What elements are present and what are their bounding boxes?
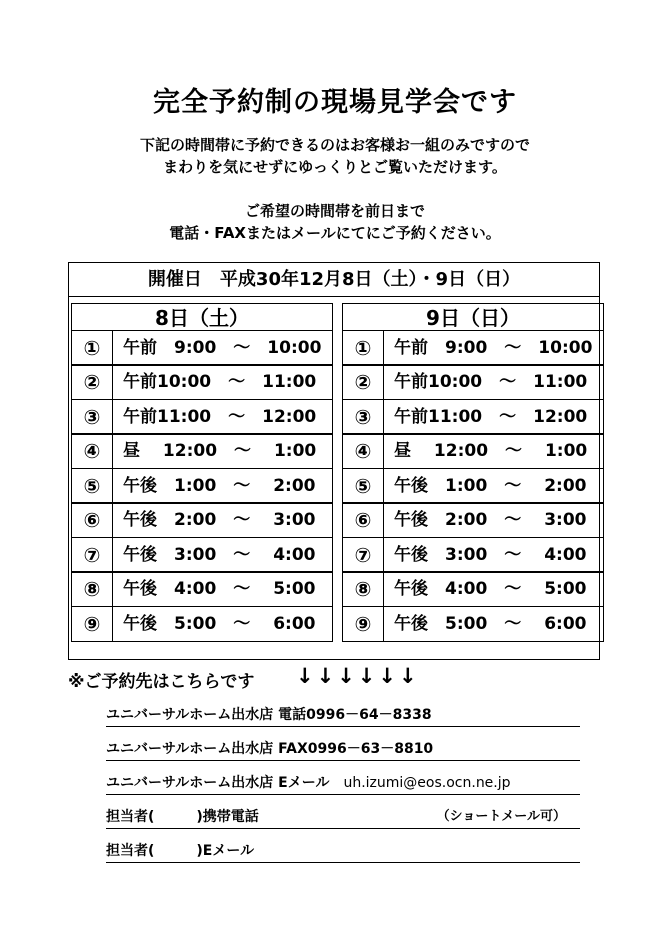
contact-email-line: 担当者( )Eメール — [106, 840, 580, 863]
intro-line-3: ご希望の時間帯を前日まで — [244, 202, 425, 220]
slot-number: ⑦ — [72, 538, 113, 572]
time-slot-row — [342, 433, 604, 469]
slot-time: 午後 3:00 ～ 4:00 — [123, 544, 316, 565]
intro-line-4: 電話・FAXまたはメールにてにご予約ください。 — [169, 224, 501, 242]
slot-time: 午後 1:00 ～ 2:00 — [394, 475, 587, 496]
time-slot-row — [71, 433, 333, 469]
reservation-heading: ※ご予約先はこちらです — [68, 672, 255, 692]
contact-mobile-line — [106, 806, 580, 829]
slot-time: 昼 12:00 ～ 1:00 — [394, 441, 588, 461]
slot-number: ⑥ — [343, 503, 384, 537]
contact-mobile-label: 担当者( )携帯電話 — [106, 809, 259, 825]
time-slot-row — [342, 537, 604, 573]
day-header: 8日（土） — [71, 303, 333, 331]
time-slot-row — [71, 571, 333, 607]
time-slot-row — [71, 399, 333, 435]
slot-number: ⑤ — [72, 469, 113, 503]
page-title: 完全予約制の現場見学会です — [153, 87, 517, 118]
slot-number: ⑦ — [343, 538, 384, 572]
slot-time: 午後 2:00 ～ 3:00 — [394, 510, 587, 530]
slot-number: ④ — [72, 434, 113, 468]
time-slot-row — [71, 468, 333, 504]
time-slot-row — [342, 364, 604, 400]
slot-number: ① — [72, 331, 113, 365]
slot-time: 午後 4:00 ～ 5:00 — [394, 579, 587, 599]
slot-number: ① — [343, 331, 384, 365]
down-arrows-icon: ↓↓↓↓↓↓ — [296, 664, 420, 688]
time-slot-row — [71, 606, 333, 642]
time-slot-row — [342, 571, 604, 607]
slot-time: 午後 3:00 ～ 4:00 — [394, 544, 587, 565]
event-date: 開催日 平成30年12月8日（土）・9日（日） — [69, 263, 599, 297]
slot-number: ⑧ — [343, 572, 384, 606]
slot-number: ④ — [343, 434, 384, 468]
time-slot-row — [342, 399, 604, 435]
slot-number: ② — [343, 365, 384, 399]
slot-time: 昼 12:00 ～ 1:00 — [123, 441, 317, 461]
slot-number: ⑤ — [343, 469, 384, 503]
time-slot-row — [71, 330, 333, 366]
slot-number: ⑨ — [343, 607, 384, 641]
time-slot-row — [342, 330, 604, 366]
day-header: 9日（日） — [342, 303, 604, 331]
email-line — [106, 772, 580, 795]
slot-number: ⑥ — [72, 503, 113, 537]
intro-line-2: まわりを気にせずにゆっくりとご覧いただけます。 — [163, 158, 507, 176]
slot-time: 午前11:00 ～ 12:00 — [394, 406, 588, 427]
slot-number: ③ — [72, 400, 113, 434]
slot-number: ⑨ — [72, 607, 113, 641]
schedule-box — [68, 262, 600, 660]
time-slot-row — [342, 606, 604, 642]
day-column-9 — [342, 303, 604, 642]
time-slot-row — [71, 537, 333, 573]
short-mail-note: （ショートメール可） — [436, 809, 566, 824]
phone-line: ユニバーサルホーム出水店 電話0996－64－8338 — [106, 704, 580, 727]
email-label: ユニバーサルホーム出水店 Eメール — [106, 775, 344, 791]
slot-time: 午前 9:00 ～ 10:00 — [394, 337, 593, 358]
slot-time: 午前10:00 ～ 11:00 — [123, 372, 317, 392]
slot-time: 午後 1:00 ～ 2:00 — [123, 475, 316, 496]
time-slot-row — [342, 502, 604, 538]
email-address: uh.izumi@eos.ocn.ne.jp — [343, 775, 511, 791]
time-slot-row — [71, 502, 333, 538]
slot-time: 午前 9:00 ～ 10:00 — [123, 337, 322, 358]
intro-line-1: 下記の時間帯に予約できるのはお客様お一組のみですので — [139, 136, 530, 154]
slot-number: ③ — [343, 400, 384, 434]
slot-number: ⑧ — [72, 572, 113, 606]
slot-time: 午前10:00 ～ 11:00 — [394, 372, 588, 392]
slot-time: 午後 5:00 ～ 6:00 — [123, 613, 316, 634]
day-column-8 — [71, 303, 333, 642]
slot-number: ② — [72, 365, 113, 399]
slot-time: 午後 4:00 ～ 5:00 — [123, 579, 316, 599]
slot-time: 午後 5:00 ～ 6:00 — [394, 613, 587, 634]
slot-time: 午前11:00 ～ 12:00 — [123, 406, 317, 427]
time-slot-row — [342, 468, 604, 504]
time-slot-row — [71, 364, 333, 400]
slot-time: 午後 2:00 ～ 3:00 — [123, 510, 316, 530]
fax-line: ユニバーサルホーム出水店 FAX0996－63－8810 — [106, 738, 580, 761]
